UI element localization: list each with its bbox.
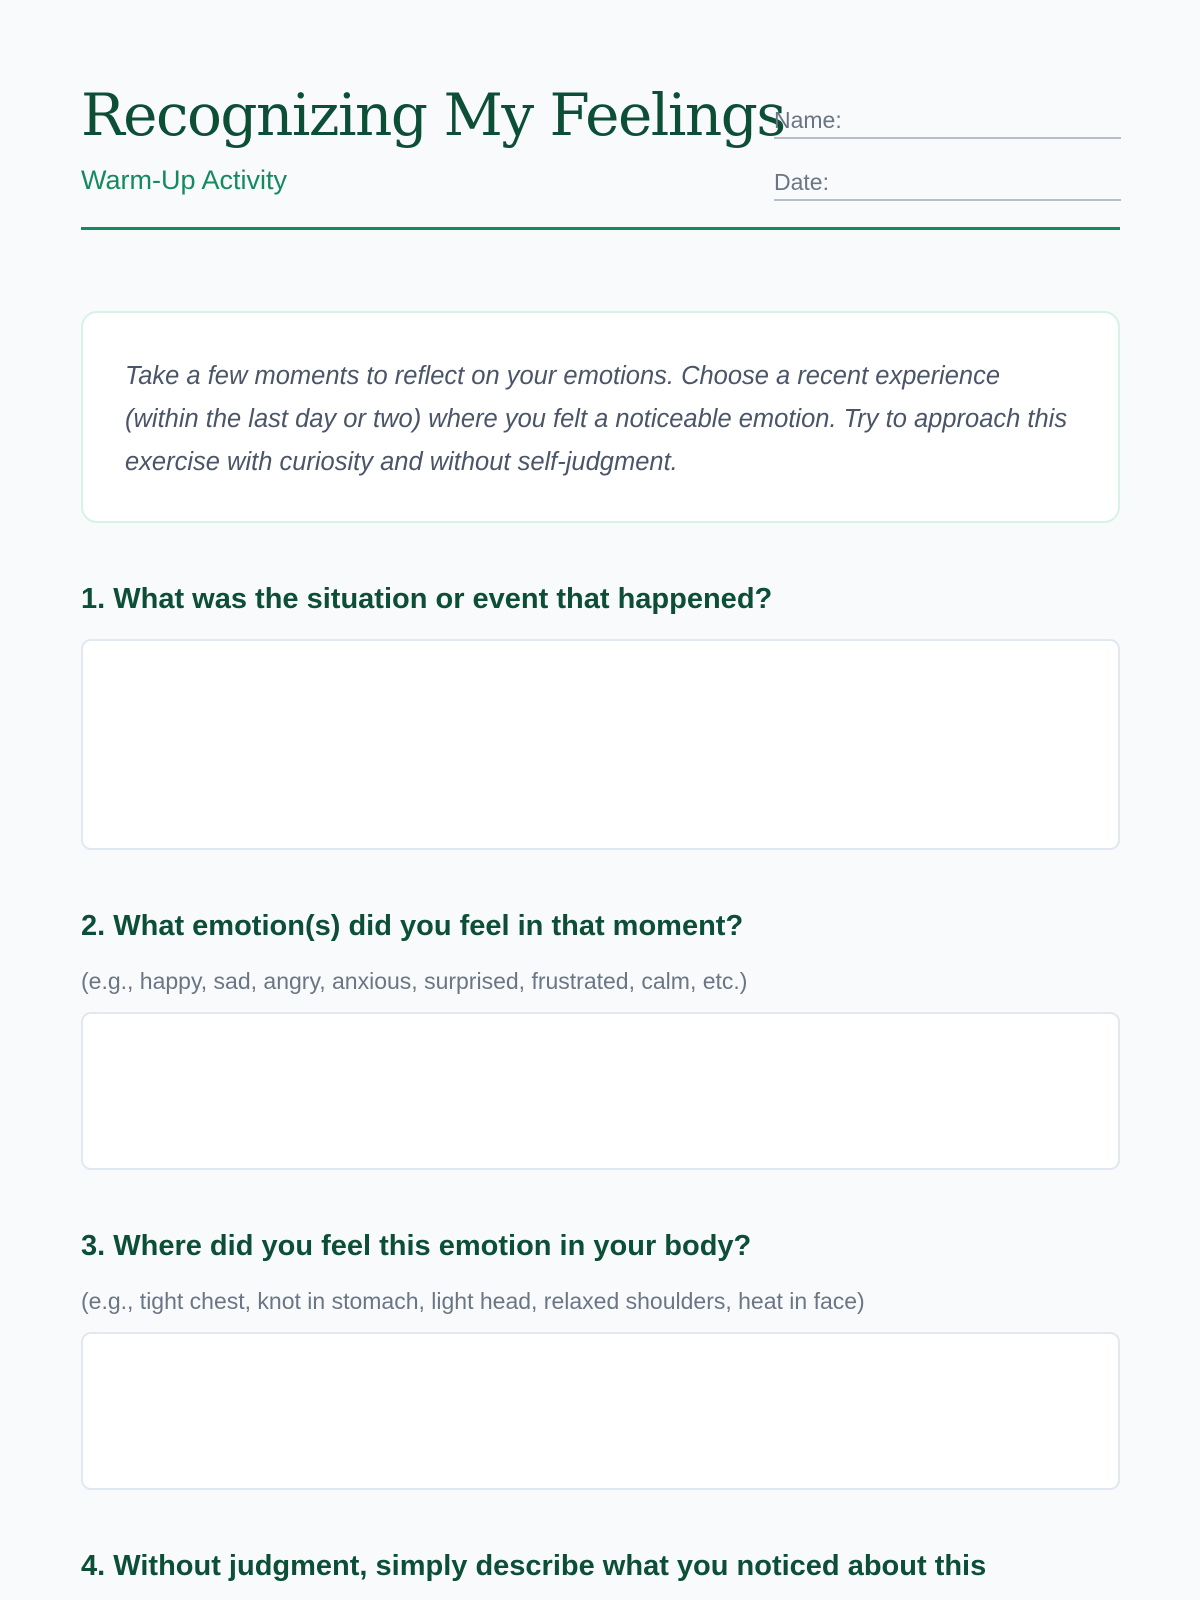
page-subtitle: Warm-Up Activity — [81, 165, 288, 195]
question-2-hint: (e.g., happy, sad, angry, anxious, surprised, frustrated, calm, etc.) — [81, 968, 748, 994]
question-2-label: 2. What emotion(s) did you feel in that moment? — [81, 910, 744, 942]
question-3-label: 3. Where did you feel this emotion in your body? — [81, 1230, 752, 1262]
worksheet-page — [81, 0, 1120, 1582]
page-title: Recognizing My Feelings — [81, 81, 785, 149]
name-field[interactable] — [774, 101, 1121, 139]
question-4-label: 4. Without judgment, simply describe what you noticed about this — [81, 1550, 987, 1582]
instructions-text: Take a few moments to reflect on your emotions. Choose a recent experience (within the last day or two) where you felt a noticeable emotion. Try to approach this exercise with curiosity and without self-judgment. — [125, 362, 1068, 476]
name-label: Name: — [774, 107, 842, 133]
question-2-answer-box[interactable] — [81, 1012, 1120, 1170]
worksheet-header — [81, 0, 1120, 230]
question-3-answer-box[interactable] — [81, 1332, 1120, 1490]
instructions-box — [81, 311, 1120, 523]
date-field[interactable] — [774, 163, 1121, 201]
question-1-answer-box[interactable] — [81, 639, 1120, 850]
question-1-label: 1. What was the situation or event that happened? — [81, 583, 773, 615]
question-3-hint: (e.g., tight chest, knot in stomach, light head, relaxed shoulders, heat in face) — [81, 1288, 865, 1314]
date-label: Date: — [774, 169, 829, 195]
